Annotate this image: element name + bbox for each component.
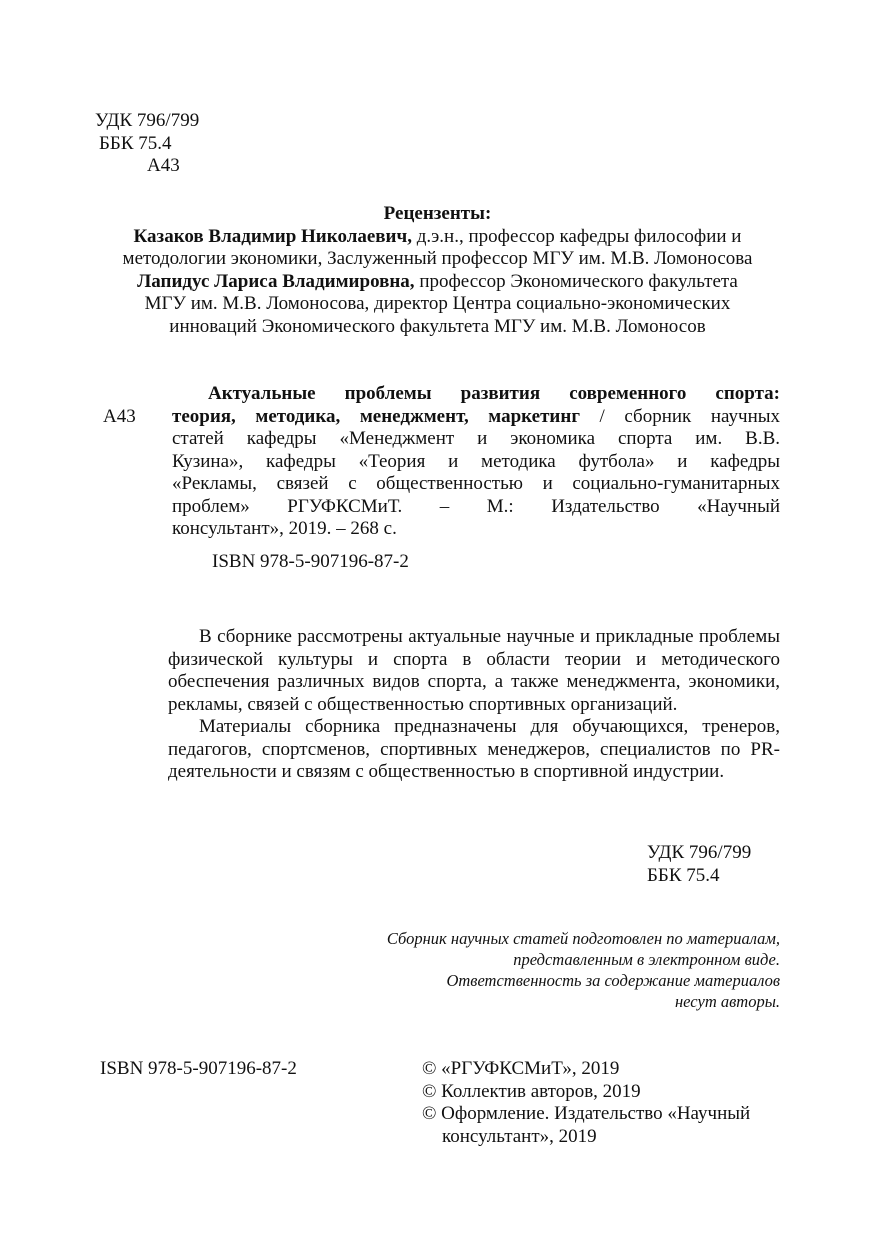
bib-subtitle: теория, методика, менеджмент, маркетинг xyxy=(172,405,580,427)
bbk-code: ББК 75.4 xyxy=(99,132,172,154)
classification-bottom xyxy=(647,842,751,887)
bib-line7: консультант», 2019. – 268 с. xyxy=(172,518,397,539)
copyright-university: © «РГУФКСМиТ», 2019 xyxy=(422,1058,620,1079)
abstract xyxy=(168,626,780,784)
reviewer-1-title: д.э.н., профессор кафедры философии и xyxy=(411,225,742,247)
bib-line4: Кузина», кафедры «Теория и методика футбола» и кафедры xyxy=(172,450,780,472)
reviewer-2-name: Лапидус Лариса Владимировна, xyxy=(137,270,415,292)
bib-record xyxy=(172,383,780,573)
bib-type: / сборник научных xyxy=(579,405,780,427)
udk-code-bottom: УДК 796/799 xyxy=(647,842,752,863)
note-line4: несут авторы. xyxy=(675,992,780,1011)
abstract-paragraph-2: Материалы сборника предназначены для обучающихся, тренеров, педагогов, спортсменов, спортивных менеджеров, специалистов по PR-деятельности и связям с общественностью в спортивной индустрии. xyxy=(168,716,780,782)
footer-isbn: ISBN 978-5-907196-87-2 xyxy=(100,1058,297,1079)
bib-title-line1: Актуальные проблемы развития современного спорта: xyxy=(208,383,780,404)
reviewer-1-name: Казаков Владимир Николаевич, xyxy=(133,225,412,247)
reviewer-1-line2: методологии экономики, Заслуженный профессор МГУ им. М.В. Ломоносова xyxy=(122,248,753,269)
reviewers-block xyxy=(80,203,795,338)
bbk-code-bottom: ББК 75.4 xyxy=(647,864,720,886)
bib-line6: проблем» РГУФКСМиТ. – М.: Издательство «Научный xyxy=(172,495,780,517)
reviewers-heading: Рецензенты: xyxy=(383,203,492,224)
copyright-design: © Оформление. Издательство «Научный xyxy=(422,1103,751,1124)
note-line3: Ответственность за содержание материалов xyxy=(446,971,780,990)
note-line2: представленным в электронном виде. xyxy=(513,950,780,969)
copyright-authors: © Коллектив авторов, 2019 xyxy=(422,1080,641,1102)
abstract-paragraph-1: В сборнике рассмотрены актуальные научные и прикладные проблемы физической культуры и спорта в области теории и методического обеспечения различных видов спорта, а также менеджмента, экономики, рекламы, связей с общественностью спортивных организаций. xyxy=(168,626,780,715)
reviewer-1-line1 xyxy=(80,226,795,249)
reviewer-2-line2: МГУ им. М.В. Ломоносова, директор Центра социально-экономических xyxy=(144,293,731,314)
bib-line5: «Рекламы, связей с общественностью и социально-гуманитарных xyxy=(172,473,780,494)
reviewer-2-title: профессор Экономического факультета xyxy=(414,270,738,292)
reviewer-2-line3: инноваций Экономического факультета МГУ им. М.В. Ломоносов xyxy=(169,315,706,337)
reviewer-2-line1 xyxy=(80,271,795,294)
bib-line3: статей кафедры «Менеджмент и экономика спорта им. В.В. xyxy=(172,428,780,449)
classification-top xyxy=(95,110,199,178)
note-line1: Сборник научных статей подготовлен по материалам, xyxy=(386,929,780,948)
copyright-design-cont: консультант», 2019 xyxy=(442,1125,597,1147)
author-mark: А43 xyxy=(147,155,180,176)
bib-isbn: ISBN 978-5-907196-87-2 xyxy=(212,550,409,572)
responsibility-note xyxy=(300,928,780,1012)
copyright-block xyxy=(422,1058,750,1148)
bib-author-mark: А43 xyxy=(103,406,136,427)
bib-title-line2 xyxy=(172,406,780,429)
udk-code: УДК 796/799 xyxy=(95,110,200,131)
